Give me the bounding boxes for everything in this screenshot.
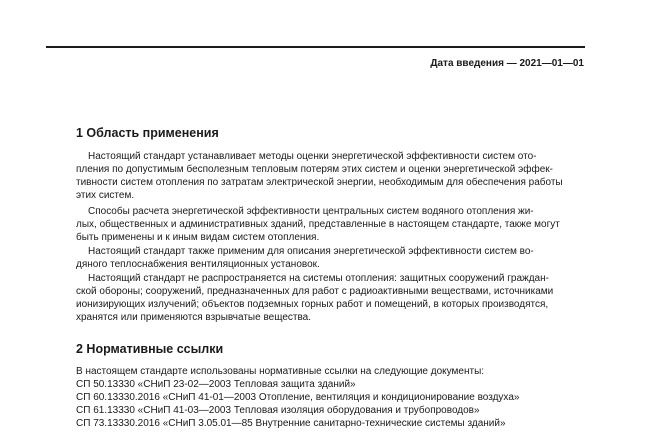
- scope-line: тивности систем отопления по затратам электрической энергии, необходимым для обеспечения работы: [76, 177, 563, 188]
- scope-line: пления по допустимым бесполезным тепловым потерям этих систем и оценки энергетической эффек-: [76, 164, 553, 175]
- scope-line: хранятся или применяются взрывчатые вещества.: [76, 312, 311, 323]
- scope-line: Настоящий стандарт также применим для описания энергетической эффективности систем во-: [88, 246, 534, 257]
- scope-line: Способы расчета энергетической эффективности центральных систем водяного отопления жи-: [88, 206, 534, 217]
- section-title-references: 2 Нормативные ссылки: [76, 342, 224, 356]
- section-title-scope: 1 Область применения: [76, 126, 219, 140]
- references-line: СП 73.13330.2016 «СНиП 3.05.01—85 Внутренние санитарно-технические системы зданий»: [76, 418, 506, 429]
- scope-line: Настоящий стандарт устанавливает методы оценки энергетической эффективности систем ото-: [88, 151, 537, 162]
- scope-line: лых, общественных и административных зданий, представленные в настоящем стандарте, также могут: [76, 219, 560, 230]
- scope-line: ской обороны; сооружений, предназначенных для работ с радиоактивными веществами, источниками: [76, 286, 554, 297]
- scope-line: быть применены и к иным видам систем отопления.: [76, 232, 320, 243]
- references-line: СП 61.13330 «СНиП 41-03—2003 Тепловая изоляция оборудования и трубопроводов»: [76, 405, 480, 416]
- references-line: В настоящем стандарте использованы нормативные ссылки на следующие документы:: [76, 366, 485, 377]
- scope-line: ионизирующих излучений; объектов подземных горных работ и помещений, в которых производятся,: [76, 299, 549, 310]
- references-line: СП 60.13330.2016 «СНиП 41-01—2003 Отопление, вентиляция и кондиционирование воздуха»: [76, 392, 520, 403]
- header-rule: [46, 46, 585, 48]
- scope-line: Настоящий стандарт не распространяется на системы отопления: защитных сооружений граждан-: [88, 273, 549, 284]
- scope-line: этих систем.: [76, 190, 135, 201]
- effective-date: Дата введения — 2021—01—01: [430, 58, 584, 69]
- references-line: СП 50.13330 «СНиП 23-02—2003 Тепловая защита зданий»: [76, 379, 356, 390]
- scope-line: дяного теплоснабжения вентиляционных установок.: [76, 259, 320, 270]
